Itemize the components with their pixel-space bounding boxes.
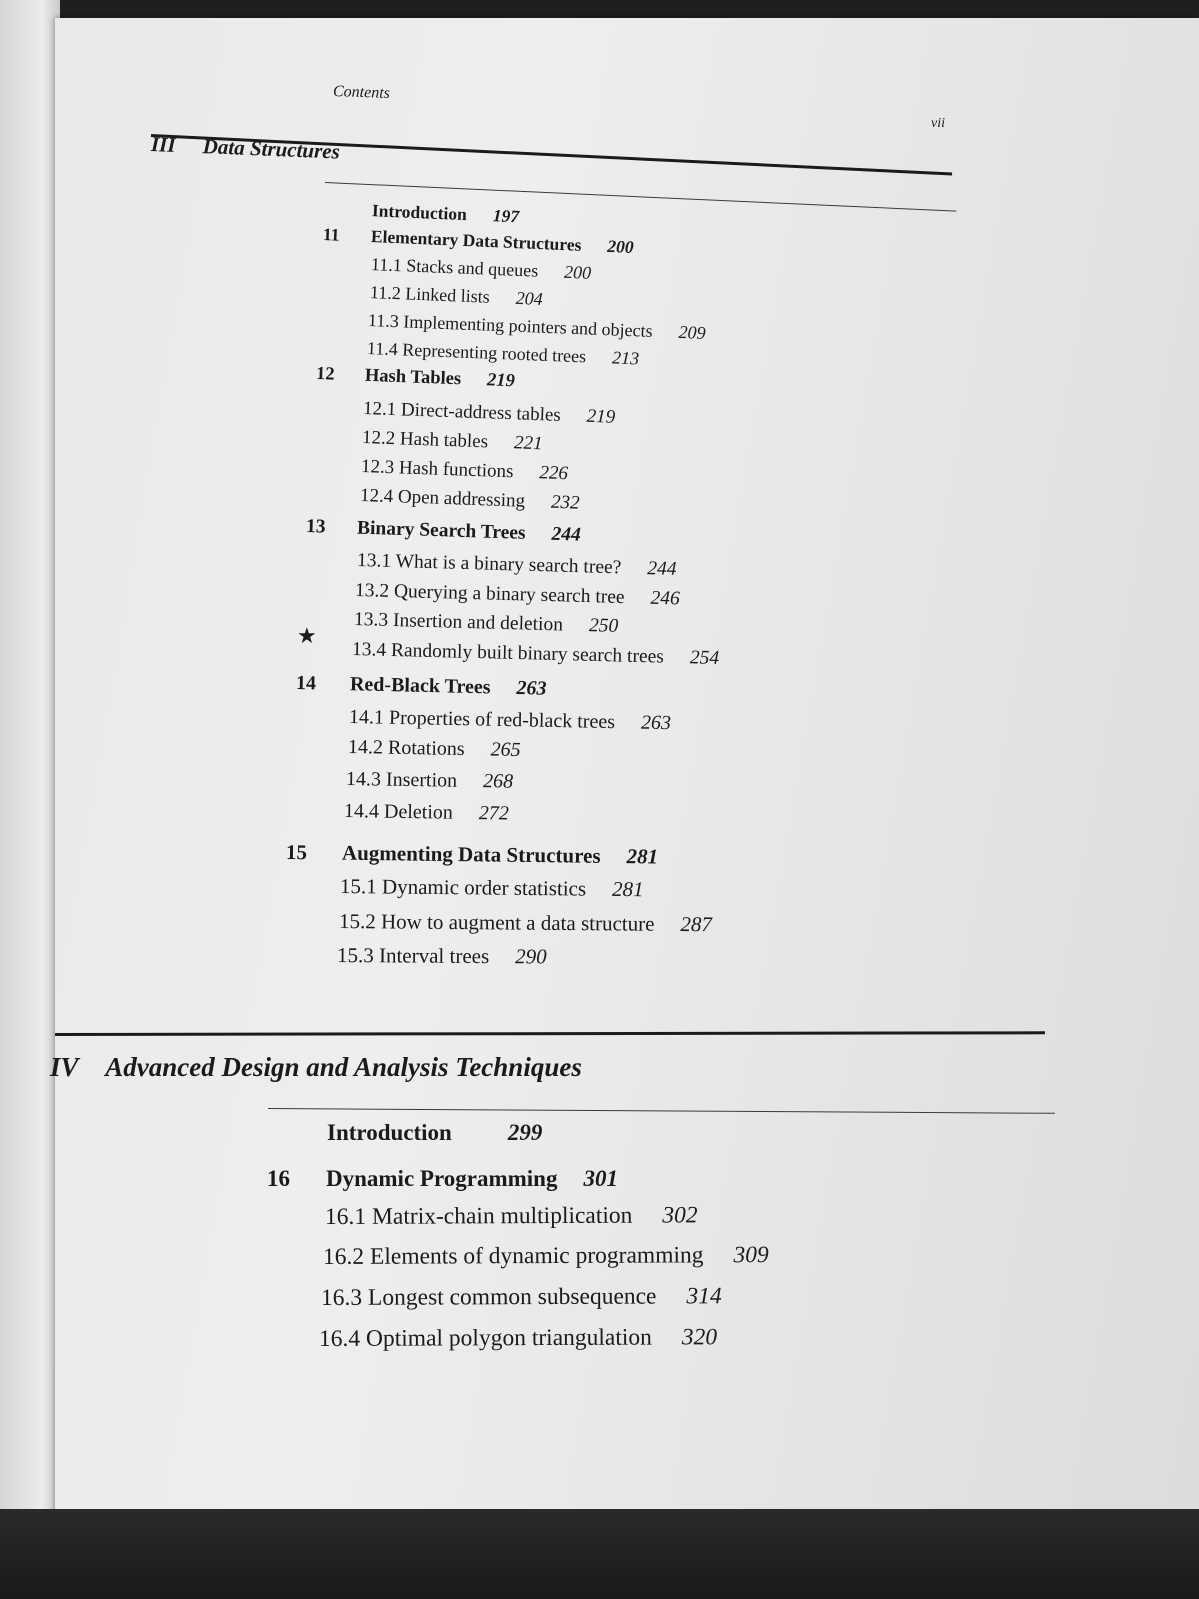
toc-section: 15.3 Interval trees 290 <box>336 943 547 969</box>
toc-section: 16.2 Elements of dynamic programming 309 <box>322 1242 769 1270</box>
part-rule-bottom-iv <box>268 1108 1055 1114</box>
desk-surface <box>0 1509 1199 1599</box>
part-title-iv: Advanced Design and Analysis Techniques <box>105 1052 582 1082</box>
folio: vii <box>931 116 945 131</box>
part-number-iv: IV <box>50 1052 79 1082</box>
toc-chapter: 12 Hash Tables 219 <box>315 364 516 392</box>
toc-section: 11.1 Stacks and queues 200 <box>370 254 592 283</box>
part-number: III <box>150 132 177 157</box>
toc-section: 16.4 Optimal polygon triangulation 320 <box>318 1324 718 1352</box>
toc-section: 13.1 What is a binary search tree? 244 <box>356 550 677 580</box>
toc-chapter: 13 Binary Search Trees 244 <box>305 516 582 546</box>
toc-section: 11.4 Representing rooted trees 213 <box>366 338 640 369</box>
toc-section: 16.1 Matrix-chain multiplication 302 <box>324 1202 698 1230</box>
running-head: Contents <box>332 83 391 102</box>
star-marker: ★ <box>297 623 317 648</box>
toc-entry: Introduction 299 <box>327 1120 543 1145</box>
toc-section: 12.2 Hash tables 221 <box>361 427 543 455</box>
part-title: Data Structures <box>202 134 341 164</box>
toc-chapter: 15 Augmenting Data Structures 281 <box>285 840 659 869</box>
contents-page <box>50 18 1199 1548</box>
book-spine <box>0 0 60 1599</box>
toc-section: 14.1 Properties of red-black trees 263 <box>348 706 672 735</box>
toc-section: 15.1 Dynamic order statistics 281 <box>339 874 644 902</box>
toc-section: 12.1 Direct-address tables 219 <box>362 398 616 428</box>
toc-section: 16.3 Longest common subsequence 314 <box>320 1283 722 1311</box>
toc-section: 14.4 Deletion 272 <box>343 800 510 825</box>
toc-section: 13.4 Randomly built binary search trees 254 <box>351 639 720 669</box>
toc-chapter: 14 Red-Black Trees 263 <box>295 672 547 700</box>
toc-section: 12.3 Hash functions 226 <box>360 456 569 485</box>
toc-chapter: 11 Elementary Data Structures 200 <box>322 224 635 258</box>
toc-section: 11.3 Implementing pointers and objects 209 <box>367 310 706 343</box>
toc-chapter: 16 Dynamic Programming 301 <box>267 1166 618 1191</box>
part-heading <box>150 132 340 165</box>
part-rule-top-iv <box>55 1031 1045 1036</box>
part-heading-iv <box>50 1052 582 1083</box>
toc-section: 14.2 Rotations 265 <box>347 736 521 762</box>
toc-entry: Introduction 197 <box>371 200 520 227</box>
toc-section: 13.3 Insertion and deletion 250 <box>353 609 619 637</box>
toc-section: 14.3 Insertion 268 <box>345 768 514 793</box>
toc-section: 13.2 Querying a binary search tree 246 <box>354 580 681 610</box>
toc-section: 11.2 Linked lists 204 <box>369 282 544 309</box>
toc-section: 12.4 Open addressing 232 <box>359 485 580 514</box>
toc-section: 15.2 How to augment a data structure 287 <box>338 909 713 937</box>
